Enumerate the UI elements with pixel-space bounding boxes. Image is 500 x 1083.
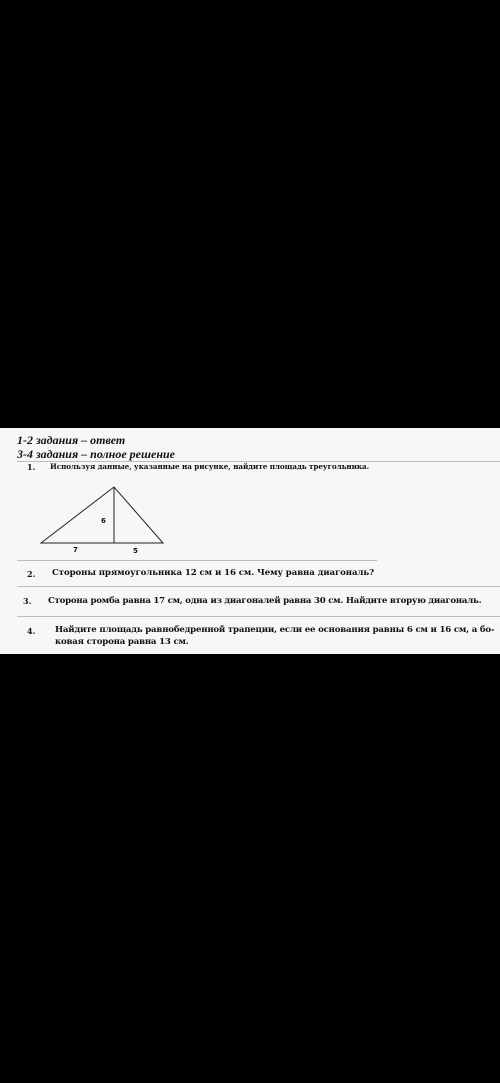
triangle-figure (0, 428, 500, 654)
divider (17, 616, 500, 617)
instructions-line-full-solution: 3-4 задания – полное решение (17, 447, 175, 461)
task-4-text: Найдите площадь равнобедренной трапеции, если ее основания равны 6 см и 16 см, а бо-ковая сторона равна 13 см. (55, 625, 495, 647)
worksheet (0, 428, 500, 654)
divider (17, 586, 500, 587)
instructions-line-answers: 1-2 задания – ответ (17, 433, 126, 447)
task-2-number: 2. (27, 569, 36, 579)
divider (17, 560, 377, 561)
task-3-number: 3. (23, 596, 32, 606)
task-4-number: 4. (27, 626, 36, 636)
height-label: 6 (101, 517, 106, 525)
task-2-text: Стороны прямоугольника 12 см и 16 см. Чему равна диагональ? (52, 568, 375, 578)
left-segment-label: 7 (73, 546, 78, 554)
task-3-text: Сторона ромба равна 17 см, одна из диагоналей равна 30 см. Найдите вторую диагональ. (48, 596, 482, 606)
right-segment-label: 5 (133, 547, 138, 555)
task-1-number: 1. (27, 462, 36, 472)
triangle-outline (41, 487, 163, 543)
task-1-text: Используя данные, указанные на рисунке, найдите площадь треугольника. (50, 462, 370, 471)
